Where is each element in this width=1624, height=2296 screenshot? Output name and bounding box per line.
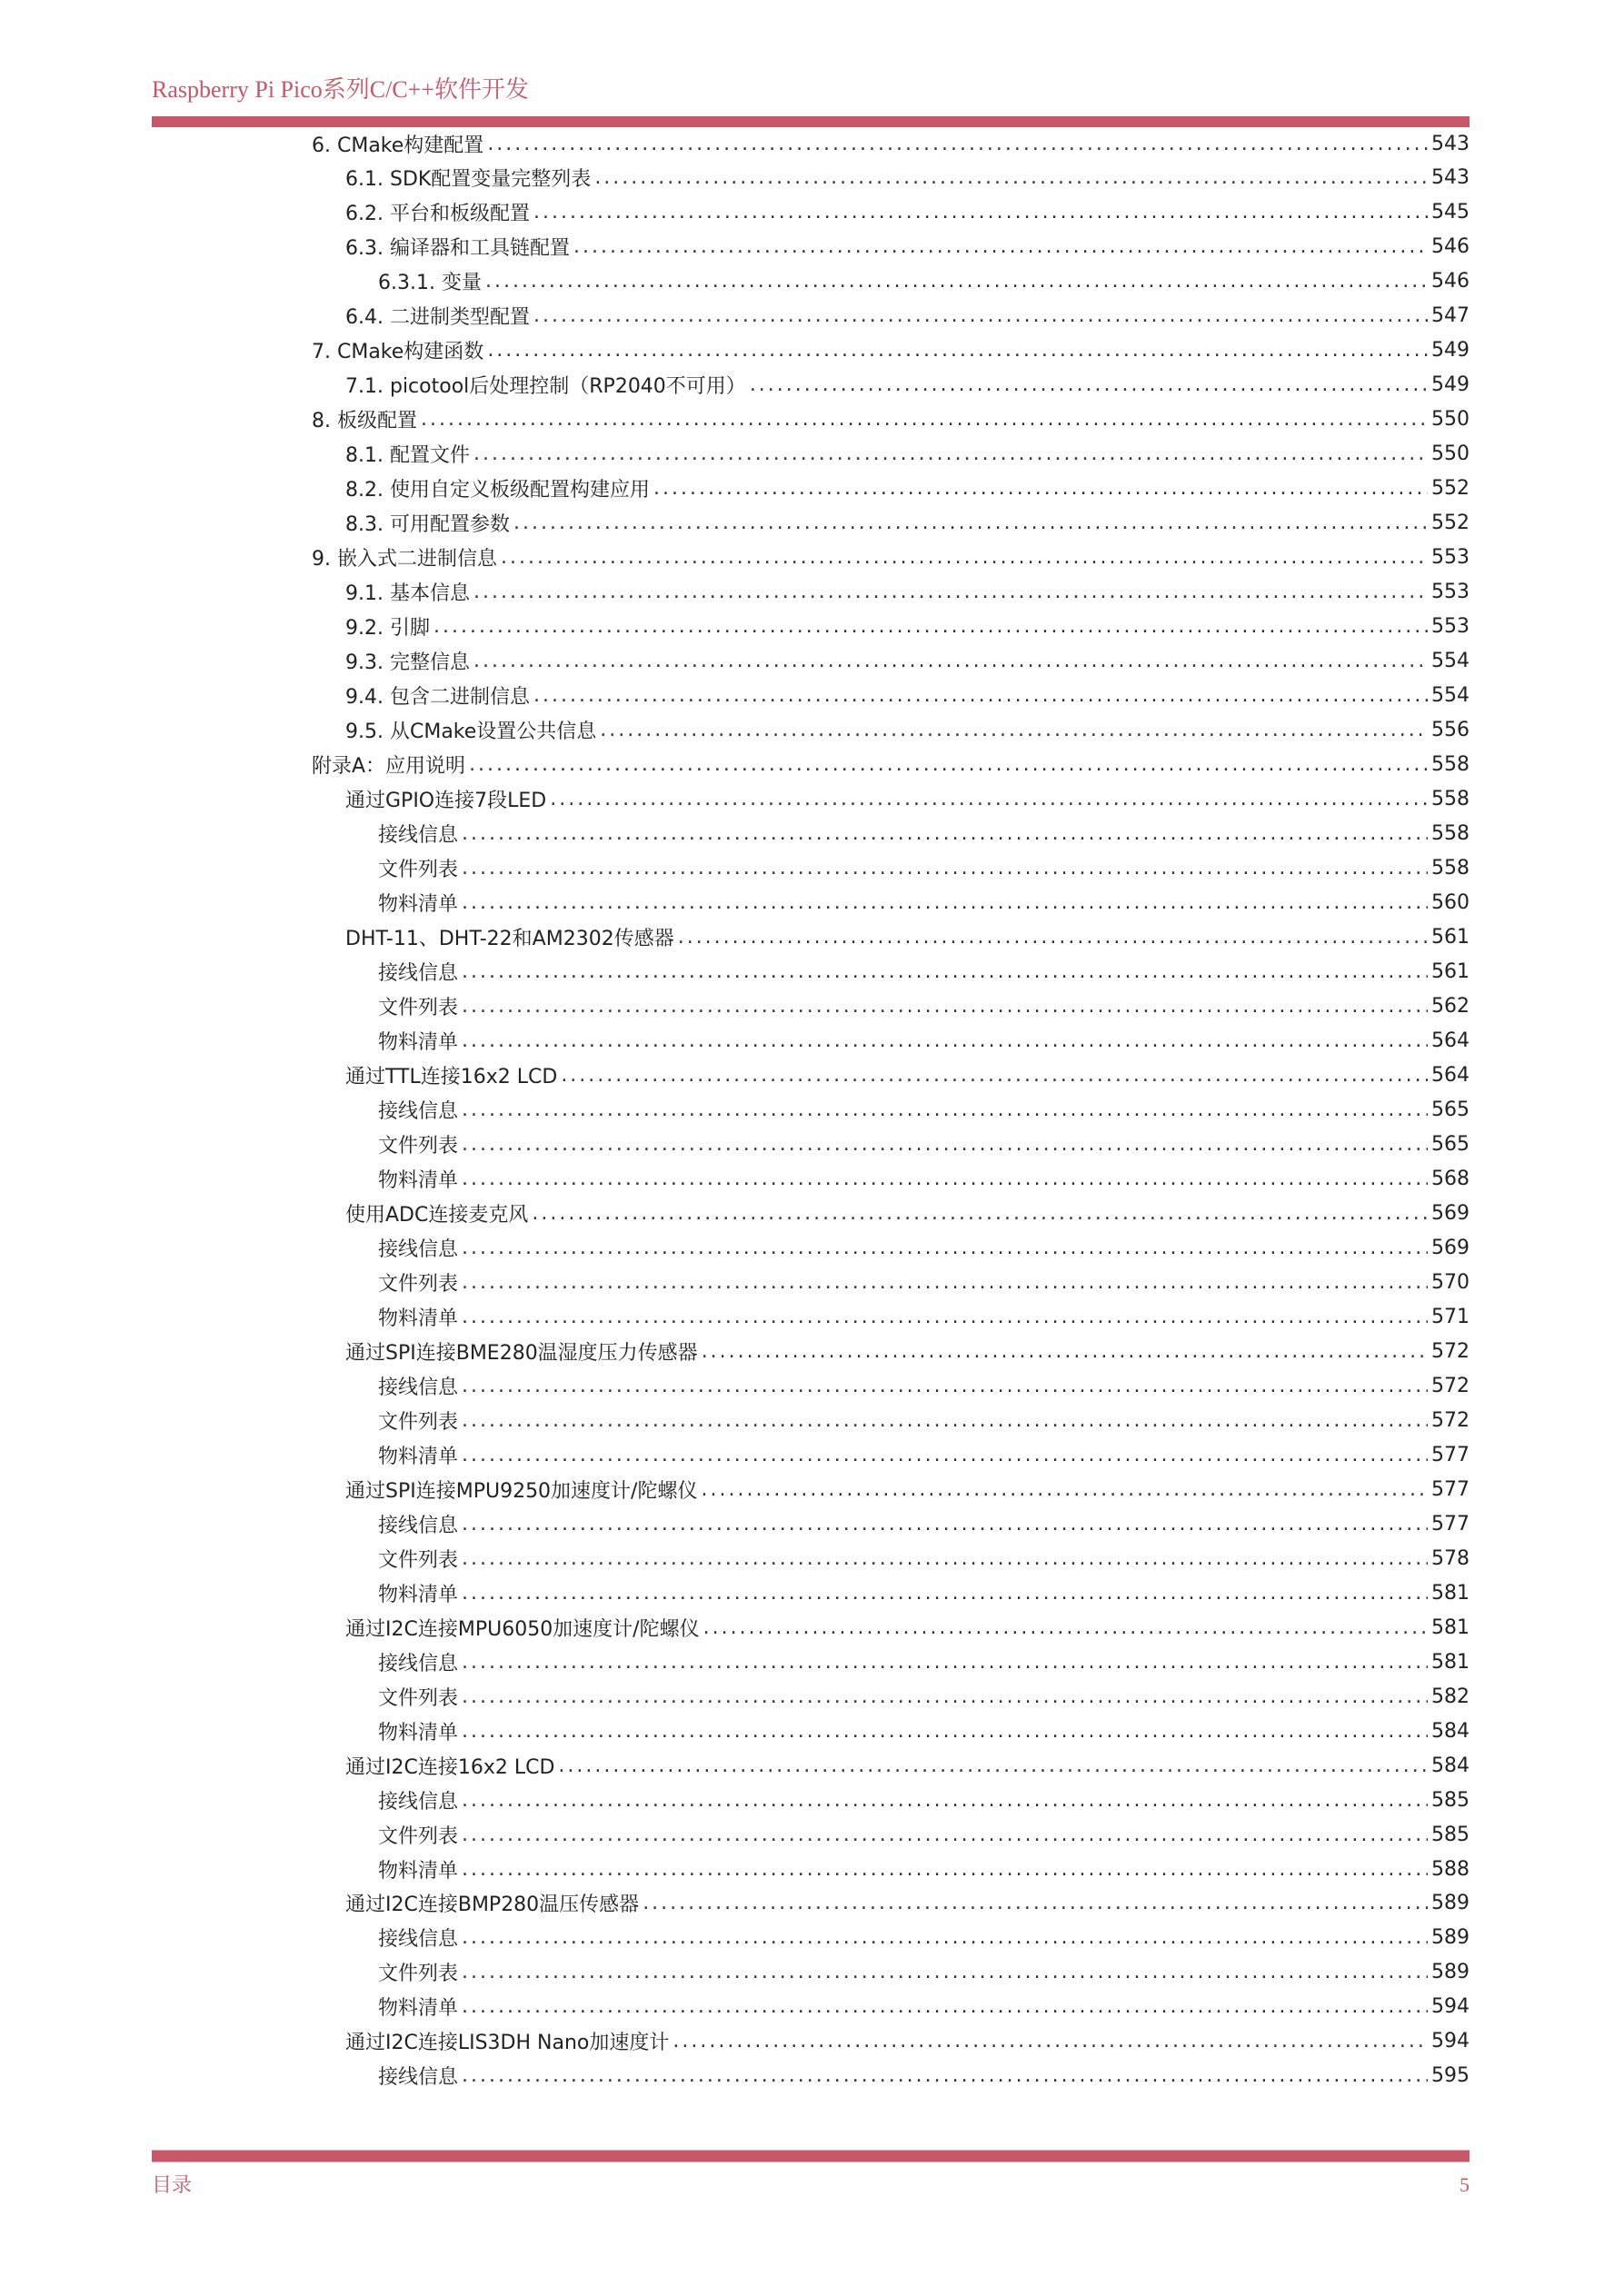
toc-entry-label: 6.2. 平台和板级配置 [345, 203, 530, 226]
toc-entry-page: 552 [1431, 477, 1470, 501]
dot-leader [473, 581, 1428, 603]
toc-entry[interactable] [345, 1610, 1470, 1645]
toc-entry-label: 接线信息 [378, 962, 459, 986]
toc-entry-label: 9. 嵌入式二进制信息 [312, 548, 497, 572]
toc-entry-label: 附录A：应用说明 [312, 755, 466, 779]
toc-entry[interactable] [378, 1921, 1470, 1955]
toc-entry-page: 571 [1431, 1305, 1470, 1328]
toc-entry[interactable] [345, 575, 1470, 610]
toc-entry-page: 589 [1431, 1892, 1470, 1915]
dot-leader [462, 1651, 1428, 1674]
toc-entry[interactable] [378, 1783, 1470, 1817]
toc-entry[interactable] [312, 126, 1470, 161]
dot-leader [462, 1547, 1428, 1570]
toc-entry[interactable] [312, 403, 1470, 437]
dot-leader [462, 960, 1428, 983]
toc-entry-page: 561 [1431, 926, 1470, 949]
toc-entry-page: 584 [1431, 1719, 1470, 1743]
toc-entry-label: 6.1. SDK配置变量完整列表 [345, 168, 592, 192]
toc-entry-label: 接线信息 [378, 1376, 459, 1399]
dot-leader [462, 1926, 1428, 1949]
dot-leader [533, 304, 1428, 327]
toc-entry-page: 552 [1431, 512, 1470, 535]
toc-entry-page: 554 [1431, 684, 1470, 708]
toc-entry[interactable] [378, 1541, 1470, 1575]
dot-leader [473, 650, 1428, 672]
dot-leader [487, 339, 1428, 362]
toc-entry[interactable] [378, 886, 1470, 920]
toc-entry-page: 577 [1431, 1443, 1470, 1466]
dot-leader [678, 926, 1428, 949]
toc-entry[interactable] [345, 1886, 1470, 1921]
dot-leader [532, 1202, 1428, 1225]
toc-entry-label: 物料清单 [378, 1168, 459, 1192]
dot-leader [462, 1858, 1428, 1881]
toc-entry-label: 文件列表 [378, 1963, 459, 1986]
toc-entry-label: 文件列表 [378, 859, 459, 882]
toc-entry-label: 接线信息 [378, 1099, 459, 1123]
toc-entry[interactable] [345, 1748, 1470, 1783]
toc-entry-page: 561 [1431, 960, 1470, 984]
toc-entry-page: 582 [1431, 1685, 1470, 1708]
toc-entry-label: 文件列表 [378, 1272, 459, 1296]
toc-entry-label: 9.2. 引脚 [345, 617, 430, 641]
toc-entry-page: 546 [1431, 270, 1470, 293]
dot-leader [462, 1168, 1428, 1190]
toc-entry[interactable] [345, 782, 1470, 817]
dot-leader [462, 1237, 1428, 1259]
toc-entry-page: 581 [1431, 1581, 1470, 1605]
dot-leader [462, 1789, 1428, 1812]
toc-entry-page: 572 [1431, 1339, 1470, 1363]
toc-entry-label: 物料清单 [378, 1030, 459, 1054]
toc-entry[interactable] [345, 2024, 1470, 2059]
toc-entry-label: 6.3. 编译器和工具链配置 [345, 237, 570, 261]
toc-entry-page: 569 [1431, 1201, 1470, 1225]
dot-leader [462, 1582, 1428, 1605]
toc-entry-label: 接线信息 [378, 1652, 459, 1675]
dot-leader [462, 995, 1428, 1018]
toc-entry-page: 568 [1431, 1167, 1470, 1190]
toc-entry-page: 556 [1431, 719, 1470, 742]
toc-entry-page: 595 [1431, 2064, 1470, 2088]
toc-entry-label: 接线信息 [378, 824, 459, 848]
toc-entry[interactable] [312, 541, 1470, 575]
running-header-title: Raspberry Pi Pico系列C/C++软件开发 [152, 76, 529, 103]
toc-entry-label: 文件列表 [378, 1686, 459, 1710]
toc-entry-page: 558 [1431, 753, 1470, 777]
dot-leader [513, 512, 1428, 534]
dot-leader [501, 546, 1428, 569]
dot-leader [462, 1029, 1428, 1052]
toc-entry[interactable] [378, 1368, 1470, 1403]
dot-leader [462, 2064, 1428, 2087]
toc-entry-page: 558 [1431, 822, 1470, 846]
toc-entry[interactable] [345, 161, 1470, 195]
toc-entry-label: 7.1. picotool后处理控制（RP2040不可用） [345, 375, 746, 399]
dot-leader [653, 477, 1428, 500]
dot-leader [533, 684, 1428, 707]
toc-entry-page: 594 [1431, 1995, 1470, 2019]
footer-section-label: 目录 [152, 2174, 193, 2197]
dot-leader [600, 719, 1428, 741]
dot-leader [473, 442, 1428, 465]
toc-entry-label: 通过SPI连接MPU9250加速度计/陀螺仪 [345, 1479, 698, 1503]
toc-entry-page: 594 [1431, 2030, 1470, 2053]
toc-entry[interactable] [378, 817, 1470, 851]
dot-leader [462, 1824, 1428, 1846]
dot-leader [558, 1754, 1428, 1777]
toc-entry-label: 物料清单 [378, 1997, 459, 2021]
dot-leader [561, 1064, 1428, 1087]
dot-leader [702, 1340, 1428, 1363]
toc-entry-page: 569 [1431, 1236, 1470, 1259]
toc-entry-page: 572 [1431, 1374, 1470, 1397]
toc-entry-label: DHT-11、DHT-22和AM2302传感器 [345, 928, 674, 951]
toc-entry[interactable] [378, 264, 1470, 299]
dot-leader [421, 408, 1428, 431]
toc-entry[interactable] [378, 1092, 1470, 1127]
dot-leader [462, 891, 1428, 914]
toc-entry-label: 8.2. 使用自定义板级配置构建应用 [345, 479, 650, 502]
toc-entry-page: 564 [1431, 1063, 1470, 1087]
footer-divider [152, 2150, 1470, 2162]
toc-entry[interactable] [345, 610, 1470, 644]
toc-entry-label: 8.3. 可用配置参数 [345, 513, 510, 537]
toc-entry[interactable] [378, 2059, 1470, 2093]
toc-entry-label: 文件列表 [378, 1410, 459, 1434]
dot-leader [673, 2030, 1428, 2052]
toc-entry-label: 接线信息 [378, 1514, 459, 1537]
dot-leader [533, 201, 1428, 224]
dot-leader [469, 753, 1428, 776]
toc-entry[interactable] [378, 1990, 1470, 2024]
toc-entry-label: 接线信息 [378, 2066, 459, 2090]
toc-entry[interactable] [378, 1127, 1470, 1161]
toc-entry[interactable] [378, 1679, 1470, 1714]
dot-leader [485, 270, 1428, 293]
toc-entry[interactable] [312, 333, 1470, 368]
dot-leader [573, 235, 1428, 258]
toc-entry-label: 物料清单 [378, 1859, 459, 1883]
page-number: 5 [1460, 2173, 1470, 2196]
toc-entry-label: 8.1. 配置文件 [345, 444, 470, 468]
toc-entry[interactable] [345, 644, 1470, 679]
toc-entry-page: 553 [1431, 615, 1470, 639]
toc-entry[interactable] [345, 506, 1470, 541]
toc-entry-label: 通过I2C连接BMP280温压传感器 [345, 1893, 640, 1917]
toc-entry-page: 549 [1431, 339, 1470, 363]
toc-entry-label: 通过I2C连接16x2 LCD [345, 1755, 555, 1779]
dot-leader [462, 857, 1428, 880]
toc-entry-label: 9.3. 完整信息 [345, 651, 470, 675]
toc-entry-label: 9.5. 从CMake设置公共信息 [345, 721, 597, 744]
toc-entry[interactable] [378, 1299, 1470, 1334]
dot-leader [550, 788, 1428, 810]
toc-entry-page: 578 [1431, 1546, 1470, 1570]
toc-entry-page: 545 [1431, 201, 1470, 224]
toc-entry-page: 584 [1431, 1754, 1470, 1777]
toc-entry[interactable] [378, 955, 1470, 989]
toc-entry-label: 通过TTL连接16x2 LCD [345, 1065, 558, 1088]
toc-entry-label: 9.1. 基本信息 [345, 582, 470, 606]
toc-entry-label: 7. CMake构建函数 [312, 341, 484, 364]
toc-entry-label: 接线信息 [378, 1928, 459, 1952]
dot-leader [750, 373, 1428, 396]
toc-entry[interactable] [378, 989, 1470, 1024]
toc-entry[interactable] [345, 472, 1470, 506]
toc-entry-label: 9.4. 包含二进制信息 [345, 686, 530, 710]
toc-entry-label: 文件列表 [378, 997, 459, 1019]
toc-entry-label: 通过I2C连接LIS3DH Nano加速度计 [345, 2032, 670, 2055]
toc-entry-label: 物料清单 [378, 893, 459, 917]
toc-entry[interactable] [345, 195, 1470, 230]
toc-entry-label: 通过SPI连接BME280温湿度压力传感器 [345, 1341, 698, 1365]
toc-entry-label: 通过GPIO连接7段LED [345, 790, 547, 813]
dot-leader [462, 1961, 1428, 1983]
toc-entry[interactable] [345, 1334, 1470, 1368]
toc-entry-label: 8. 板级配置 [312, 410, 417, 433]
toc-entry-label: 文件列表 [378, 1548, 459, 1572]
toc-entry[interactable] [345, 679, 1470, 713]
toc-entry[interactable] [312, 748, 1470, 782]
toc-entry[interactable] [378, 1817, 1470, 1852]
toc-entry[interactable] [378, 1714, 1470, 1748]
toc-entry[interactable] [378, 1645, 1470, 1679]
toc-entry-page: 564 [1431, 1029, 1470, 1052]
dot-leader [462, 1995, 1428, 2018]
toc-entry-page: 558 [1431, 788, 1470, 811]
toc-entry[interactable] [345, 299, 1470, 333]
toc-entry-page: 549 [1431, 373, 1470, 397]
toc-entry-page: 577 [1431, 1512, 1470, 1536]
toc-entry-page: 572 [1431, 1408, 1470, 1432]
toc-entry-page: 554 [1431, 650, 1470, 673]
dot-leader [462, 1720, 1428, 1743]
dot-leader [462, 822, 1428, 845]
toc-entry-page: 565 [1431, 1132, 1470, 1156]
dot-leader [462, 1271, 1428, 1294]
toc-entry-page: 565 [1431, 1098, 1470, 1121]
toc-entry[interactable] [378, 1023, 1470, 1058]
toc-entry-label: 通过I2C连接MPU6050加速度计/陀螺仪 [345, 1617, 700, 1641]
toc-entry-label: 物料清单 [378, 1721, 459, 1744]
toc-entry[interactable] [345, 920, 1470, 955]
dot-leader [462, 1444, 1428, 1466]
toc-entry-page: 547 [1431, 304, 1470, 328]
toc-entry[interactable] [345, 1196, 1470, 1230]
toc-entry[interactable] [345, 437, 1470, 472]
toc-entry[interactable] [378, 1265, 1470, 1299]
toc-entry-page: 589 [1431, 1926, 1470, 1950]
toc-entry-label: 文件列表 [378, 1134, 459, 1158]
dot-leader [462, 1409, 1428, 1432]
toc-entry-page: 588 [1431, 1857, 1470, 1881]
dot-leader [462, 1098, 1428, 1121]
toc-entry-label: 6.3.1. 变量 [378, 272, 482, 295]
dot-leader [462, 1513, 1428, 1536]
toc-entry-page: 550 [1431, 408, 1470, 432]
dot-leader [594, 166, 1428, 189]
toc-entry[interactable] [345, 230, 1470, 264]
dot-leader [703, 1616, 1428, 1639]
dot-leader [487, 133, 1428, 155]
toc-entry[interactable] [378, 1403, 1470, 1437]
toc-entry[interactable] [378, 1161, 1470, 1196]
toc-entry-page: 546 [1431, 235, 1470, 259]
toc-entry-page: 558 [1431, 857, 1470, 880]
toc-entry-page: 543 [1431, 132, 1470, 155]
dot-leader [701, 1478, 1428, 1501]
dot-leader [462, 1133, 1428, 1156]
toc-entry-page: 543 [1431, 166, 1470, 190]
dot-leader [462, 1306, 1428, 1328]
toc-entry-label: 物料清单 [378, 1583, 459, 1606]
toc-entry[interactable] [378, 1955, 1470, 1990]
toc-entry[interactable] [345, 1058, 1470, 1092]
toc-entry-label: 接线信息 [378, 1790, 459, 1814]
dot-leader [433, 615, 1428, 638]
toc-entry-label: 接线信息 [378, 1237, 459, 1261]
toc-entry-page: 577 [1431, 1477, 1470, 1501]
toc-entry-page: 585 [1431, 1823, 1470, 1846]
toc-entry-page: 562 [1431, 995, 1470, 1018]
toc-entry-label: 6. CMake构建配置 [312, 134, 484, 157]
toc-entry[interactable] [378, 851, 1470, 886]
toc-entry-page: 589 [1431, 1961, 1470, 1984]
toc-entry-label: 使用ADC连接麦克风 [345, 1203, 529, 1227]
toc-entry[interactable] [378, 1437, 1470, 1472]
toc-entry[interactable] [345, 713, 1470, 748]
toc-entry-page: 553 [1431, 546, 1470, 570]
toc-entry[interactable] [378, 1506, 1470, 1541]
dot-leader [643, 1892, 1428, 1914]
dot-leader [462, 1685, 1428, 1708]
toc-entry-page: 581 [1431, 1650, 1470, 1674]
toc-entry-label: 物料清单 [378, 1307, 459, 1330]
toc-entry-page: 553 [1431, 581, 1470, 604]
dot-leader [462, 1375, 1428, 1397]
toc-entry[interactable] [378, 1852, 1470, 1886]
toc-entry[interactable] [378, 1230, 1470, 1265]
toc-entry-label: 物料清单 [378, 1445, 459, 1468]
toc-entry[interactable] [345, 1472, 1470, 1506]
toc-entry-page: 570 [1431, 1270, 1470, 1294]
toc-entry-page: 581 [1431, 1615, 1470, 1639]
toc-entry[interactable] [378, 1575, 1470, 1610]
toc-entry-label: 6.4. 二进制类型配置 [345, 306, 530, 330]
toc-entry-page: 560 [1431, 891, 1470, 915]
toc-entry[interactable] [345, 368, 1470, 403]
toc-entry-page: 585 [1431, 1788, 1470, 1812]
toc-entry-page: 550 [1431, 442, 1470, 466]
toc-entry-label: 文件列表 [378, 1824, 459, 1848]
